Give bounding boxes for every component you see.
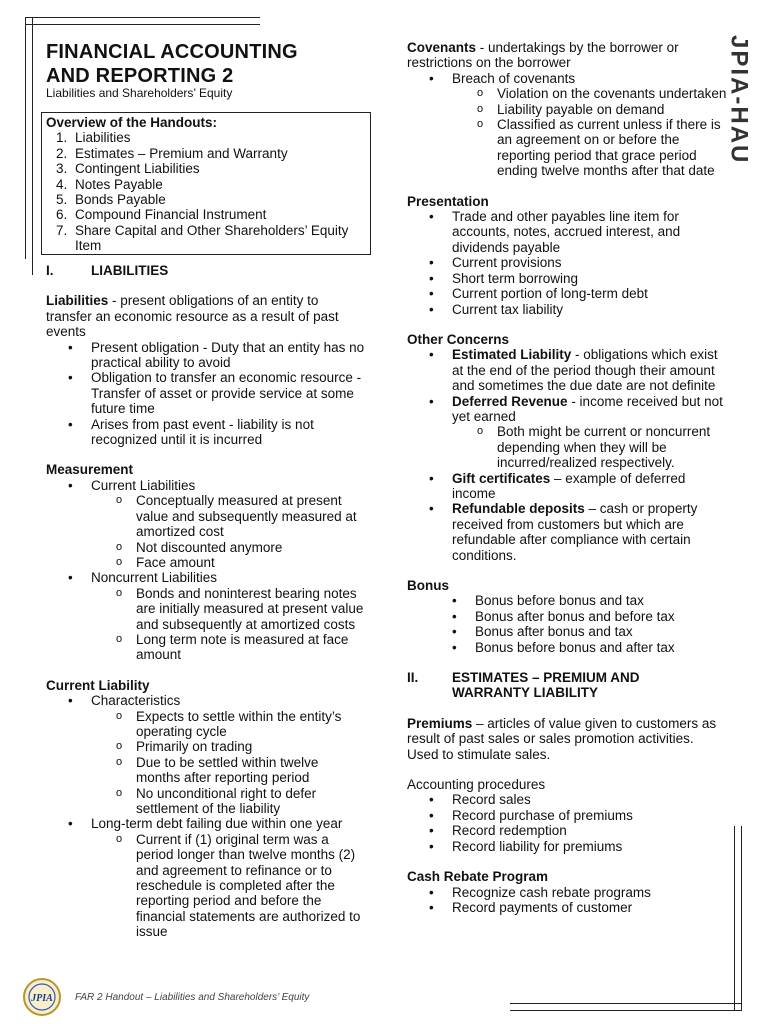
accounting-procedures-label: Accounting procedures [407, 777, 546, 793]
list-item [407, 501, 727, 563]
footer-text: FAR 2 Handout – Liabilities and Shareholders’ Equity [75, 992, 310, 1003]
overview-list [71, 130, 366, 253]
list-item: • Record payments of customer [407, 900, 727, 915]
premiums-definition [407, 716, 727, 762]
list-item: • Bonus before bonus and tax [407, 593, 727, 608]
definition: - obligations which exist at the end of the period though their amount and sometimes the due date are not definite [452, 347, 718, 394]
sub-item: o Not discounted anymore [91, 540, 366, 555]
logo-text: JPIA [31, 993, 53, 1004]
presentation-heading: Presentation [407, 193, 489, 209]
sub-item: o Due to be settled within twelve months after reporting period [91, 755, 366, 786]
accounting-procedures-list [407, 792, 727, 854]
side-label-text: JPIA-HAU [725, 35, 753, 165]
decorative-line-left [25, 17, 26, 259]
term: Gift certificates [452, 470, 551, 486]
item-label: Noncurrent Liabilities [91, 570, 218, 586]
list-item [407, 394, 727, 471]
list-item [407, 471, 727, 502]
sub-item: o Conceptually measured at present value and subsequently measured at amortized cost [91, 493, 366, 539]
definition: – articles of value given to customers as result of past sales or sales promotion activities. Used to stimulate sales. [407, 715, 717, 762]
decorative-line-bottom-2 [510, 1010, 742, 1011]
item-label: Breach of covenants [452, 70, 576, 86]
sub-item: o Current if (1) original term was a period longer than twelve months (2) and agreement to refinance or to reschedule is completed after the reporting period and before the financial statements are authorized to issue [91, 832, 366, 940]
list-item: • Bonus after bonus and before tax [407, 609, 727, 624]
section-heading-liabilities [46, 263, 366, 278]
list-item: • Record purchase of premiums [407, 808, 727, 823]
overview-item: 4. Notes Payable [71, 177, 366, 192]
cash-rebate-list [407, 885, 727, 916]
sub-item: o Expects to settle within the entity’s operating cycle [91, 709, 366, 740]
overview-item: 5. Bonds Payable [71, 192, 366, 207]
sub-item: o No unconditional right to defer settlement of the liability [91, 786, 366, 817]
overview-item: 2. Estimates – Premium and Warranty [71, 146, 366, 161]
sub-item: o Face amount [91, 555, 366, 570]
definition: - income received but not yet earned [452, 393, 723, 424]
list-item: • Trade and other payables line item for accounts, notes, accrued interest, and dividends payable [407, 209, 727, 255]
list-item: • Current provisions [407, 255, 727, 270]
item-label: Characteristics [91, 693, 181, 709]
sub-list [452, 86, 727, 178]
list-item: • Record liability for premiums [407, 839, 727, 854]
list-item: • Record sales [407, 792, 727, 807]
overview-box [41, 112, 371, 255]
term: Covenants [407, 40, 477, 55]
overview-item: 7. Share Capital and Other Shareholders’ Equity Item [71, 223, 366, 254]
section-title: ESTIMATES – PREMIUM AND WARRANTY LIABILITY [452, 670, 640, 701]
term: Deferred Revenue [452, 393, 568, 409]
title-line-1: FINANCIAL ACCOUNTING [46, 41, 298, 63]
sub-list [91, 709, 366, 817]
section-number: II. [407, 670, 419, 686]
covenants-definition [407, 40, 727, 71]
list-item: • Bonus after bonus and tax [407, 624, 727, 639]
jpia-logo [22, 977, 62, 1017]
term: Refundable deposits [452, 501, 585, 517]
item-label: Current Liabilities [91, 477, 196, 493]
other-concerns-list [407, 347, 727, 563]
page-subtitle: Liabilities and Shareholders’ Equity [46, 86, 233, 100]
side-label [722, 30, 756, 170]
list-item [46, 478, 366, 570]
cash-rebate-heading: Cash Rebate Program [407, 869, 549, 885]
decorative-line-bottom [510, 1003, 742, 1004]
list-item: • Arises from past event - liability is not recognized until it is incurred [46, 417, 366, 448]
list-item: • Obligation to transfer an economic resource - Transfer of asset or provide service at some future time [46, 370, 366, 416]
decorative-line-right [734, 826, 735, 1010]
other-concerns-heading: Other Concerns [407, 331, 510, 347]
covenants-list [407, 71, 727, 179]
section-title: LIABILITIES [91, 263, 169, 278]
list-item: • Record redemption [407, 823, 727, 838]
sub-list [452, 424, 727, 470]
definition: - present obligations of an entity to transfer an economic resource as a result of past events [46, 293, 339, 340]
overview-item: 1. Liabilities [71, 130, 366, 145]
current-liability-heading: Current Liability [46, 677, 150, 693]
presentation-list [407, 209, 727, 317]
sub-item: o Liability payable on demand [452, 102, 727, 117]
sub-item: o Classified as current unless if there is an agreement on or before the reporting period that grace period ending twelve months after that date [452, 117, 727, 179]
liabilities-definition [46, 293, 366, 339]
measurement-heading: Measurement [46, 462, 134, 478]
overview-heading: Overview of the Handouts: [46, 115, 218, 130]
list-item: • Current tax liability [407, 302, 727, 317]
list-item: • Recognize cash rebate programs [407, 885, 727, 900]
overview-item: 6. Compound Financial Instrument [71, 207, 366, 222]
list-item [46, 570, 366, 662]
page-title [46, 40, 298, 88]
decorative-line-right-2 [741, 826, 742, 1010]
term: Estimated Liability [452, 347, 572, 363]
bonus-list [407, 593, 727, 655]
decorative-line-top-2 [25, 24, 260, 25]
current-liability-list [46, 693, 366, 940]
list-item [46, 816, 366, 939]
definition: – example of deferred income [452, 470, 686, 501]
list-item [407, 71, 727, 179]
right-column [407, 40, 727, 915]
sub-list [91, 493, 366, 570]
definition: - undertakings by the borrower or restrictions on the borrower [407, 40, 679, 71]
list-item: • Current portion of long-term debt [407, 286, 727, 301]
list-item [407, 347, 727, 393]
sub-item: o Both might be current or noncurrent depending when they will be incurred/realized respectively. [452, 424, 727, 470]
list-item: • Bonus before bonus and after tax [407, 640, 727, 655]
sub-list [91, 832, 366, 940]
term: Liabilities [46, 293, 109, 309]
term: Premiums [407, 715, 473, 731]
overview-item: 3. Contingent Liabilities [71, 161, 366, 176]
left-column [46, 263, 366, 940]
sub-item: o Violation on the covenants undertaken [452, 86, 727, 101]
item-label: Long-term debt failing due within one year [91, 816, 343, 832]
sub-list [91, 586, 366, 663]
measurement-list [46, 478, 366, 663]
list-item [46, 693, 366, 816]
liabilities-list [46, 340, 366, 448]
definition: – cash or property received from customers but which are refundable after compliance with certain conditions. [452, 501, 698, 563]
title-line-2: AND REPORTING 2 [46, 65, 234, 87]
section-number: I. [46, 263, 54, 278]
section-heading-estimates [407, 670, 727, 701]
sub-item: o Primarily on trading [91, 739, 366, 754]
list-item: • Present obligation - Duty that an entity has no practical ability to avoid [46, 340, 366, 371]
sub-item: o Long term note is measured at face amount [91, 632, 366, 663]
sub-item: o Bonds and noninterest bearing notes are initially measured at present value and subsequently at amortized costs [91, 586, 366, 632]
decorative-line-left-2 [32, 17, 33, 275]
list-item: • Short term borrowing [407, 271, 727, 286]
decorative-line-top [25, 17, 260, 18]
bonus-heading: Bonus [407, 578, 449, 593]
